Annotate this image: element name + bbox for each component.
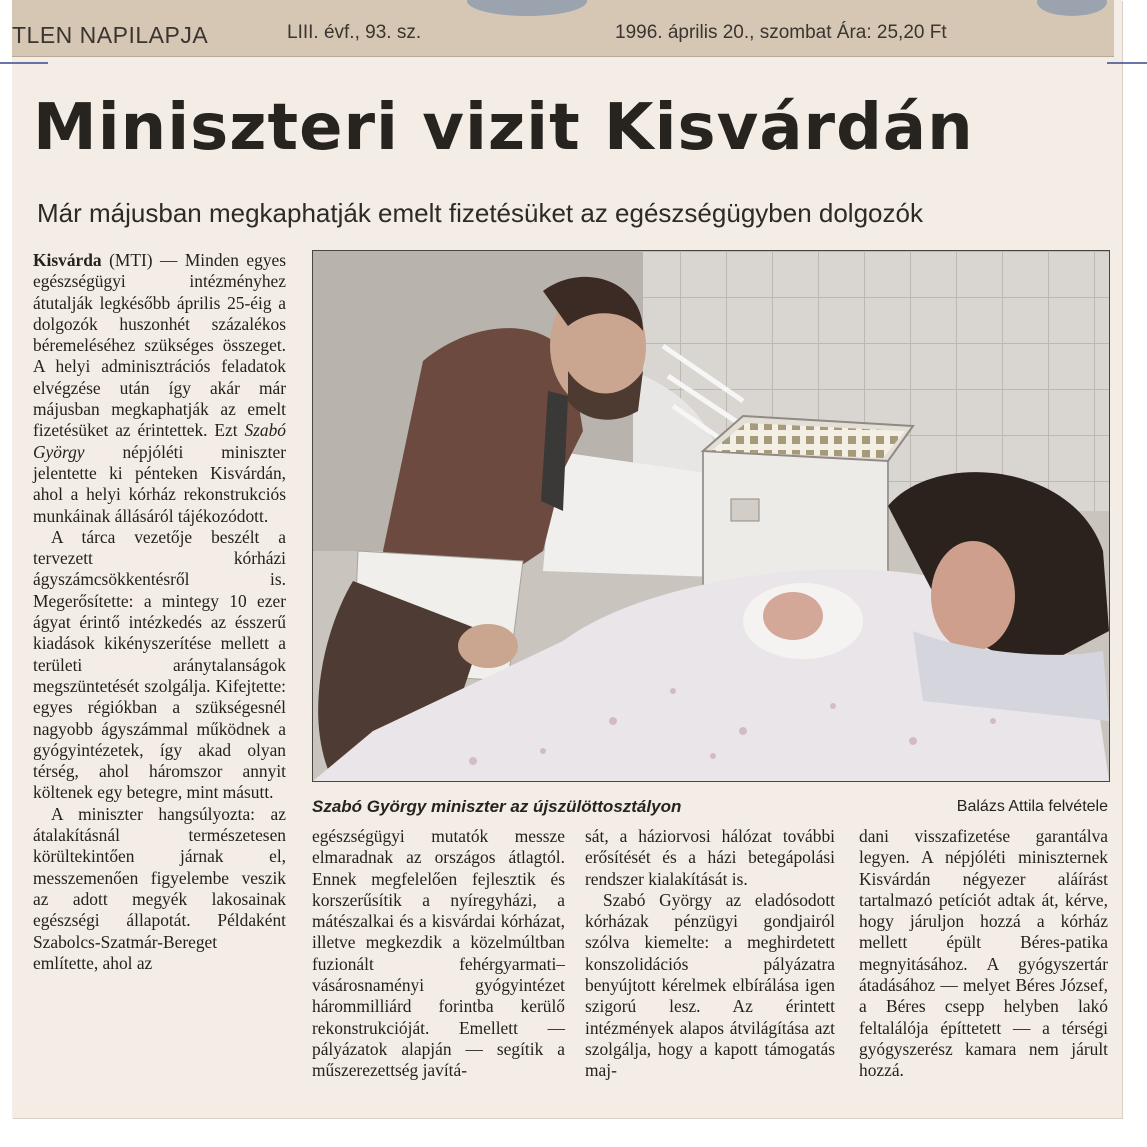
article-column-3 (585, 826, 835, 1082)
masthead-logo-fragment-right (1037, 0, 1107, 16)
article-column-4 (859, 826, 1108, 1082)
pen-mark-right (1107, 62, 1147, 64)
photo-illustration (313, 251, 1109, 781)
paragraph-1-text: (MTI) — Minden egyes egészségügyi intézményhez átutalják legkésőbb április 25-éig a dolgozók huszonhét százalékos béremeléséhez szükséges összeget. A helyi adminisztrációs feladatok elvégzése után így akár már májusban megkaphatják az emelt fizetésüket az érintettek. Ezt (33, 250, 286, 441)
masthead (12, 0, 1114, 57)
newspaper-name: TLEN NAPILAPJA (12, 22, 209, 48)
paragraph-6: Szabó György az eladósodott kórházak pénzügyi gondjairól szólva kiemelte: a meghirdetett konszolidációs pályázatra benyújtott kérelmek elbírálása igen szigorú lesz. Az érintett intézmények alapos átvilágítása azt szolgálja, hogy a kapott támogatás maj- (585, 889, 835, 1081)
paragraph-5: sát, a háziorvosi hálózat további erősítését és a házi betegápolási rendszer kialakítását is. (585, 826, 835, 889)
photo-caption: Szabó György miniszter az újszülöttosztályon (312, 797, 682, 816)
photo-credit: Balázs Attila felvétele (956, 798, 1108, 815)
dateline: Kisvárda (33, 250, 102, 270)
article-column-2 (312, 826, 565, 1082)
issue-number: LIII. évf., 93. sz. (287, 22, 422, 43)
article-photo (312, 250, 1110, 782)
masthead-logo-fragment (467, 0, 587, 16)
paragraph-3: A miniszter hangsúlyozta: az átalakításnál természetesen körültekintően járnak el, messzemenően figyelembe veszik az adott megyék lakosainak egészségi állapotát. Példaként Szabolcs-Szatmár-Bereget említette, ahol az (33, 803, 286, 973)
pen-mark-left (0, 62, 48, 64)
issue-date-price: 1996. április 20., szombat Ára: 25,20 Ft (615, 22, 947, 43)
headline: Miniszteri vizit Kisvárdán (33, 91, 974, 165)
paragraph-1 (33, 250, 286, 527)
minister-name: Szabó György (33, 420, 286, 462)
article-column-1 (33, 250, 286, 974)
paragraph-1-rest: népjóléti miniszter jelentette ki pénteken Kisvárdán, ahol a helyi kórház rekonstrukciós munkáinak állásáról tájékozódott. (33, 441, 286, 526)
subheadline: Már májusban megkaphatják emelt fizetésüket az egészségügyben dolgozók (37, 198, 923, 228)
paragraph-4: egészségügyi mutatók messze elmaradnak az országos átlagtól. Ennek megfelelően fejlesztik és korszerűsítik a nyíregyházi, a mátészalkai és a kisvárdai kórházat, illetve megkezdik a közelmúltban fuzionált fehérgyarmati–vásárosnaményi gyógyintézet hárommilliárd forintba kerülő rekonstrukcióját. Emellett — pályázatok alapján — segítik a műszerezettség javítá- (312, 826, 565, 1081)
paragraph-2: A tárca vezetője beszélt a tervezett kórházi ágyszámcsökkentésről is. Megerősítette: a mintegy 10 ezer ágyat érintő intézkedés az ésszerű kiadások kikényszerítése mellett a területi aránytalanságok megszüntetését szolgálja. Kifejtette: egyes régiókban a szükségesnél nagyobb ágyszámmal működnek a gyógyintézetek, így akad olyan térség, ahol háromszor annyit költenek egy betegre, mint másutt. (33, 526, 286, 803)
paragraph-7: dani visszafizetése garantálva legyen. A népjóléti miniszternek Kisvárdán négyezer aláírást tartalmazó petíciót adtak át, kérve, hogy járuljon hozzá a kórház mellett épült Béres-patika megnyitásához. A gyógyszertár átadásához — melyet Béres József, a Béres csepp helyben lakó feltalálója építtetett — a térségi gyógyszerész kamara nem járult hozzá. (859, 826, 1108, 1081)
